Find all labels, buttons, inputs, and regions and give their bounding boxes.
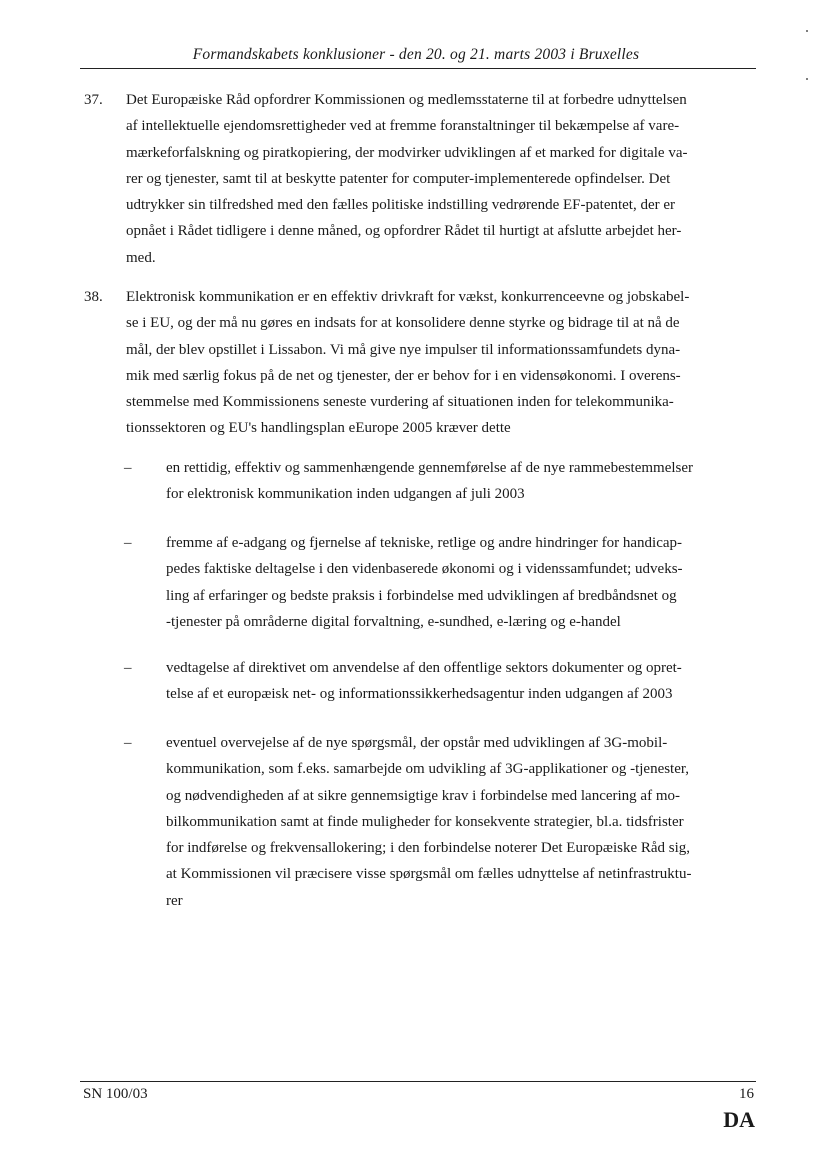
- text-line: bilkommunikation samt at finde muligheder for konsekvente strategier, bl.a. tidsfrister: [166, 813, 684, 830]
- text-line: for elektronisk kommunikation inden udgangen af juli 2003: [166, 486, 525, 503]
- bullet-text: [166, 730, 756, 914]
- scan-speck: [806, 78, 808, 80]
- page-number: 16: [739, 1086, 754, 1102]
- text-line: pedes faktiske deltagelse i den videnbaserede økonomi og i videnssamfundet; udveks-: [166, 561, 683, 578]
- footer-rule: [80, 1081, 756, 1082]
- paragraph-number: 38.: [84, 289, 103, 305]
- text-line: mik med særlig fokus på de net og tjenester, der er behov for i en vidensøkonomi. I overens-: [126, 367, 681, 384]
- text-line: Det Europæiske Råd opfordrer Kommissionen og medlemsstaterne til at forbedre udnyttelsen: [126, 92, 687, 108]
- bullet-text: [166, 655, 756, 708]
- bullet-item-2: [124, 530, 756, 635]
- bullet-item-4: [124, 730, 756, 914]
- dash-marker: –: [124, 660, 132, 676]
- bullet-text: [166, 530, 756, 635]
- header-rule: [80, 68, 756, 69]
- page-header-title: Formandskabets konklusioner - den 20. og 21. marts 2003 i Bruxelles: [192, 46, 640, 63]
- text-line: ling af erfaringer og bedste praksis i forbindelse med udviklingen af bredbåndsnet og: [166, 587, 677, 604]
- bullet-item-3: [124, 655, 756, 708]
- text-line: mål, der blev opstillet i Lissabon. Vi må give nye impulser til informationssamfundets dyna-: [126, 341, 681, 358]
- text-line: stemmelse med Kommissionens seneste vurdering af situationen inden for telekommunika-: [126, 394, 674, 411]
- text-line: at Kommissionen vil præcisere visse spørgsmål om fælles udnyttelse af netinfrastruktu-: [166, 866, 692, 883]
- scan-speck: [806, 30, 808, 32]
- text-line: fremme af e-adgang og fjernelse af tekniske, retlige og andre hindringer for handicap-: [166, 535, 683, 551]
- text-line: og nødvendigheden af at sikre gennemsigtige krav i forbindelse med lancering af mo-: [166, 787, 680, 804]
- text-line: se i EU, og der må nu gøres en indsats for at konsolidere denne styrke og bidrage til at nå de: [126, 315, 680, 332]
- text-line: rer og tjenester, samt til at beskytte patenter for computer-implementerede opfindelser. Det: [126, 170, 671, 187]
- text-line: tionssektoren og EU's handlingsplan eEurope 2005 kræver dette: [126, 420, 511, 437]
- paragraph-37: [84, 87, 756, 271]
- paragraph-text: [126, 87, 756, 271]
- dash-marker: –: [124, 535, 132, 551]
- text-line: opnået i Rådet tidligere i denne måned, og opfordrer Rådet til hurtigt at afslutte arbejdet her-: [126, 223, 682, 240]
- text-line: af intellektuelle ejendomsrettigheder ved at fremme foranstaltninger til bekæmpelse af vare-: [126, 118, 680, 135]
- text-line: eventuel overvejelse af de nye spørgsmål, der opstår med udviklingen af 3G-mobil-: [166, 735, 668, 751]
- paragraph-text: [126, 284, 756, 442]
- text-line: for indførelse og frekvensallokering; i den forbindelse noterer Det Europæiske Råd sig,: [166, 840, 691, 857]
- text-line: telse af et europæisk net- og informationssikkerhedsagentur inden udgangen af 2003: [166, 686, 673, 703]
- paragraph-number: 37.: [84, 92, 103, 108]
- dash-marker: –: [124, 735, 132, 751]
- text-line: Elektronisk kommunikation er en effektiv drivkraft for vækst, konkurrenceevne og jobskabel-: [126, 289, 690, 305]
- text-line: mærkeforfalskning og piratkopiering, der modvirker udviklingen af et marked for digitale va-: [126, 144, 688, 161]
- bullet-item-1: [124, 455, 756, 508]
- text-line: -tjenester på områderne digital forvaltning, e-sundhed, e-læring og e-handel: [166, 613, 621, 630]
- text-line: kommunikation, som f.eks. samarbejde om udvikling af 3G-applikationer og -tjenester,: [166, 761, 690, 778]
- dash-marker: –: [124, 460, 132, 476]
- text-line: vedtagelse af direktivet om anvendelse af den offentlige sektors dokumenter og opret-: [166, 660, 682, 676]
- text-line: udtrykker sin tilfredshed med den fælles politiske indstilling vedrørende EF-patentet, der er: [126, 197, 676, 214]
- language-code: DA: [723, 1107, 755, 1132]
- paragraph-38: [84, 284, 756, 442]
- text-line: en rettidig, effektiv og sammenhængende gennemførelse af de nye rammebestemmelser: [166, 460, 694, 476]
- text-line: rer: [166, 892, 183, 909]
- document-reference: SN 100/03: [83, 1086, 148, 1102]
- text-line: med.: [126, 249, 156, 266]
- bullet-text: [166, 455, 756, 508]
